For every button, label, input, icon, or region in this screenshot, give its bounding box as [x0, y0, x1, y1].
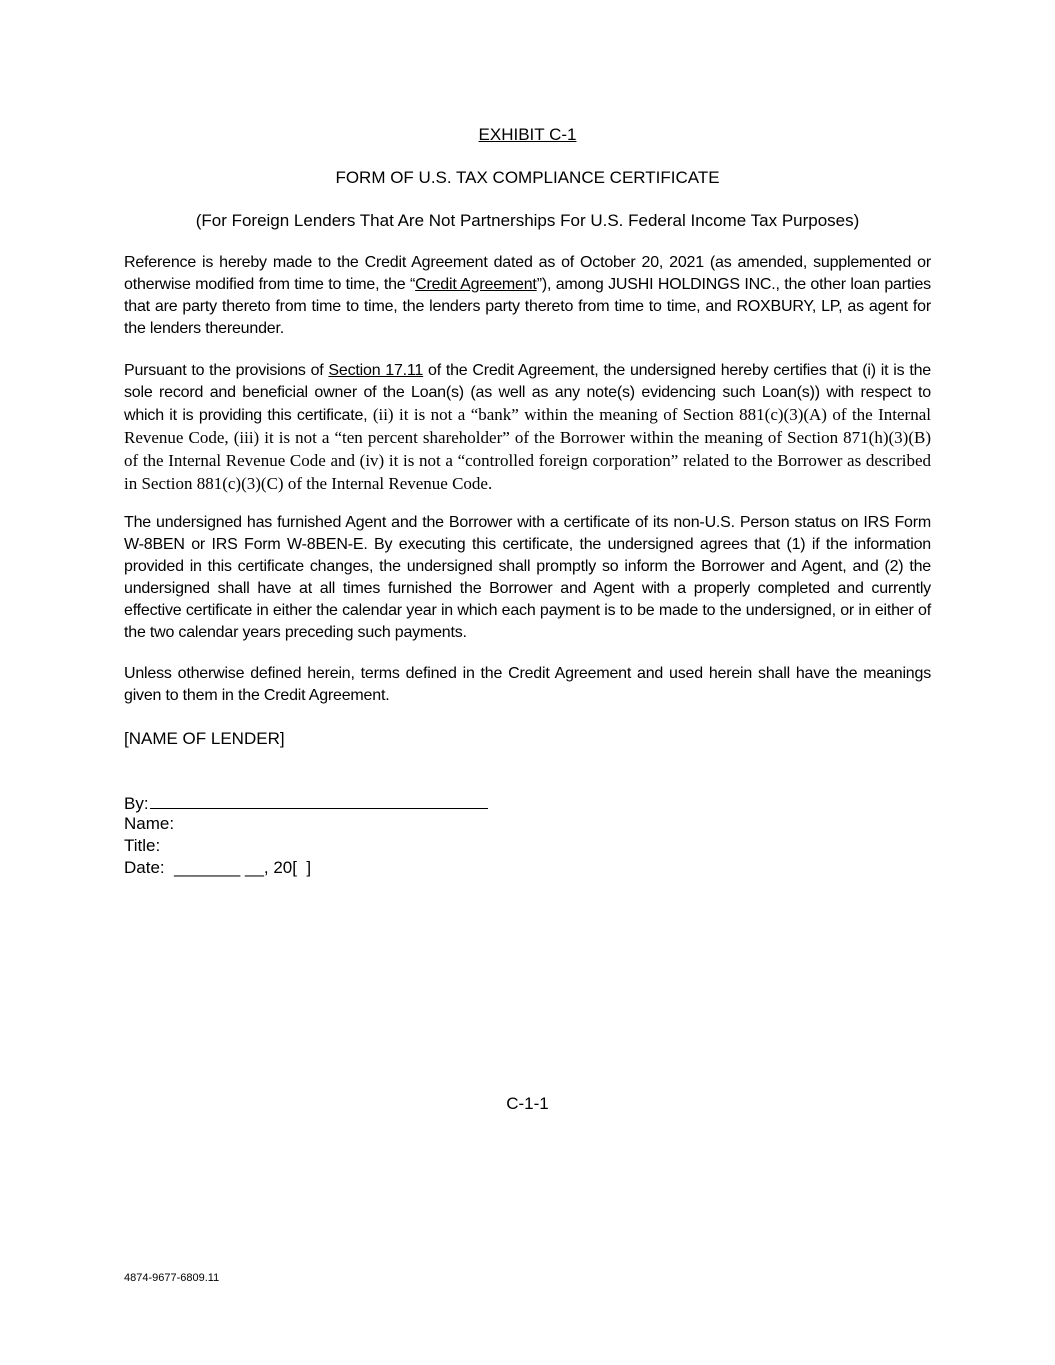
- document-id: 4874-9677-6809.11: [124, 1272, 220, 1284]
- paragraph-certification-part2: of the Credit Agreement, the undersigned hereby certifies that (i) it is the sole record and beneficial owner of the Loan(s) (as well as any note(s) evidencing such Loan(s)) with respect to which it is providing this certificate,: [124, 362, 931, 424]
- signature-line: [150, 791, 488, 809]
- exhibit-title-text: EXHIBIT C-1: [478, 125, 577, 144]
- paragraph-reference-part1: Reference is hereby made to the Credit Agreement dated as of October 20, 2021 (as amended, supplemented or otherwise modified from time to time, the “: [124, 254, 931, 293]
- paragraph-reference: [124, 252, 931, 340]
- signature-by-label: By:: [124, 794, 149, 813]
- credit-agreement-defined-term: Credit Agreement: [415, 276, 537, 293]
- exhibit-title: [0, 124, 1055, 146]
- paragraph-definitions: Unless otherwise defined herein, terms defined in the Credit Agreement and used herein shall have the meanings given to them in the Credit Agreement.: [124, 665, 931, 704]
- lender-name-placeholder: [NAME OF LENDER]: [124, 729, 285, 748]
- signature-by-row: [124, 791, 488, 813]
- paragraph-certification-part3: (ii) it is not a “bank” within the meaning of Section 881(c)(3)(A) of the Internal Revenue Code, (iii) it is not a “ten percent shareholder” of the Borrower within the meaning of Section 871(h)(3)(B) of the Internal Revenue Code and (iv) it is not a “controlled foreign corporation” related to the Borrower as described in Section 881(c)(3)(C) of the Internal Revenue Code.: [124, 405, 931, 493]
- signature-name-label: Name:: [124, 814, 175, 833]
- paragraph-certification-part1: Pursuant to the provisions of: [124, 362, 329, 379]
- paragraph-furnished-certificate: The undersigned has furnished Agent and the Borrower with a certificate of its non-U.S. Person status on IRS Form W-8BEN or IRS Form W-8BEN-E. By executing this certificate, the undersigned agrees that (1) if the information provided in this certificate changes, the undersigned shall promptly so inform the Borrower and Agent, and (2) the undersigned shall have at all times furnished the Borrower and Agent with a properly completed and currently effective certificate in either the calendar year in which each payment is to be made to the undersigned, or in either of the two calendar years preceding such payments.: [124, 514, 931, 641]
- section-reference: Section 17.11: [328, 362, 424, 379]
- signature-date-label: Date: _______ __, 20[ ]: [124, 858, 312, 877]
- signature-title-label: Title:: [124, 836, 161, 855]
- form-subtitle: (For Foreign Lenders That Are Not Partnerships For U.S. Federal Income Tax Purposes): [195, 211, 860, 230]
- page-number: C-1-1: [506, 1094, 549, 1113]
- form-title: FORM OF U.S. TAX COMPLIANCE CERTIFICATE: [335, 168, 720, 187]
- signature-block: [124, 791, 488, 879]
- paragraph-reference-part2: ”), among JUSHI HOLDINGS INC., the other loan parties that are party thereto from time to time, the lenders party thereto from time to time, and ROXBURY, LP, as agent for the lenders thereunder.: [124, 276, 931, 337]
- paragraph-certification: [124, 360, 931, 496]
